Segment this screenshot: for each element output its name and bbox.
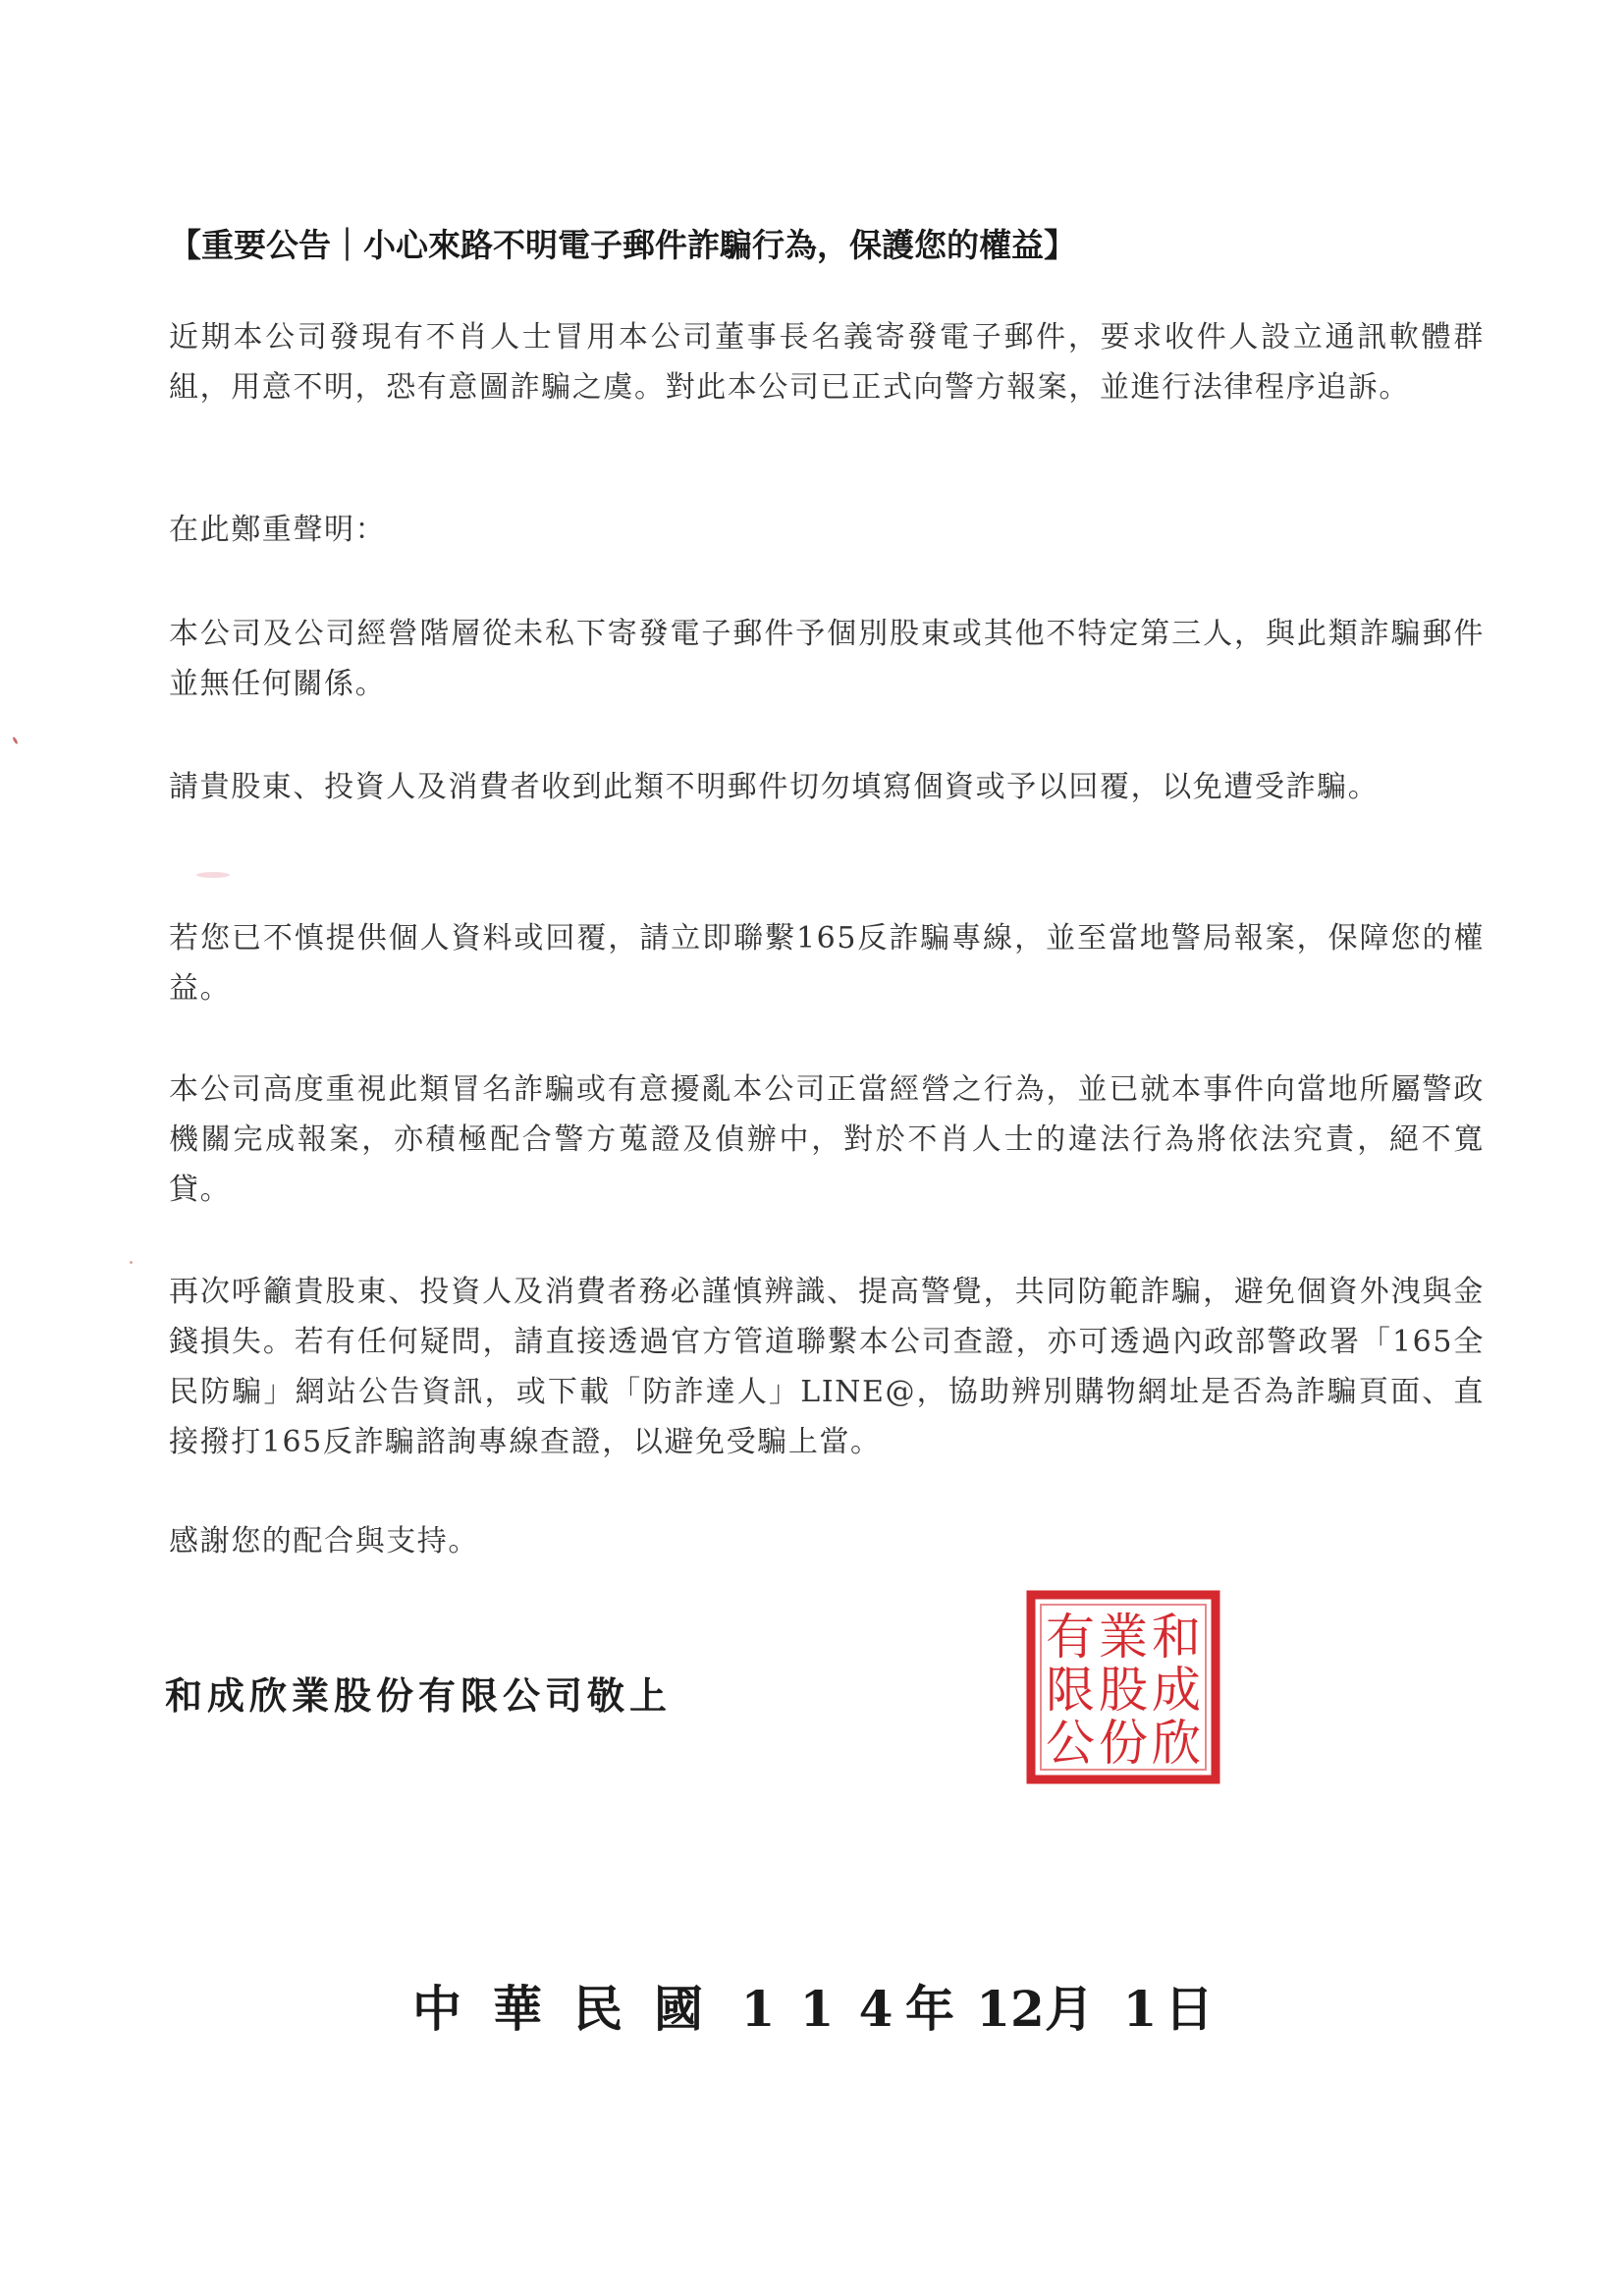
scan-speck	[12, 737, 19, 744]
seal-char-cheng: 成	[1152, 1662, 1201, 1719]
date-month: 12	[976, 1980, 1045, 2038]
seal-char-gongsi: 公	[1046, 1715, 1095, 1772]
issue-date	[412, 1978, 1223, 2041]
scan-speck	[130, 1261, 133, 1264]
date-char: 民	[573, 1980, 623, 2038]
date-char: 華	[493, 1980, 542, 2038]
paragraph-intro: 近期本公司發現有不肖人士冒用本公司董事長名義寄發電子郵件，要求收件人設立通訊軟體群組，用意不明，恐有意圖詐騙之虞。對此本公司已正式向警方報案，並進行法律程序追訴。	[169, 320, 1485, 405]
date-char: 國	[654, 1980, 703, 2038]
date-day: 1	[1122, 1980, 1158, 2038]
paragraph-legal-action: 本公司高度重視此類冒名詐騙或有意擾亂本公司正當經營之行為，並已就本事件向當地所屬警政機關完成報案，亦積極配合警方蒐證及偵辦中，對於不肖人士的違法行為將依法究責，絕不寬貸。	[169, 1072, 1485, 1207]
date-year-digit: 4	[858, 1980, 893, 2038]
date-char: 年	[905, 1980, 954, 2038]
seal-char-he: 和	[1152, 1609, 1201, 1666]
seal-characters	[1046, 1609, 1201, 1772]
announcement-title: 【重要公告｜小心來路不明電子郵件詐騙行為，保護您的權益】	[169, 226, 1076, 264]
date-char: 月	[1045, 1980, 1094, 2038]
seal-char-xin: 欣	[1152, 1715, 1201, 1772]
date-year-digit: 1	[740, 1980, 776, 2038]
date-year-digit: 1	[799, 1980, 835, 2038]
paragraph-contact-165: 若您已不慎提供個人資料或回覆，請立即聯繫165反詐騙專線，並至當地警局報案，保障您的權益。	[169, 921, 1485, 1006]
scan-speck	[196, 872, 230, 878]
date-char: 日	[1164, 1980, 1214, 2038]
paragraph-thanks: 感謝您的配合與支持。	[169, 1524, 479, 1558]
seal-char-ye: 業	[1099, 1609, 1148, 1666]
seal-char-you: 有	[1046, 1609, 1095, 1666]
date-char: 中	[412, 1980, 461, 2038]
company-signature: 和成欣業股份有限公司敬上	[165, 1674, 673, 1718]
paragraph-appeal: 再次呼籲貴股東、投資人及消費者務必謹慎辨識、提高警覺，共同防範詐騙，避免個資外洩與金錢損失。若有任何疑問，請直接透過官方管道聯繫本公司查證，亦可透過內政部警政署「165全民防騙」網站公告資訊，或下載「防詐達人」LINE@，協助辨別購物網址是否為詐騙頁面、直接撥打165反詐騙諮詢專線查證，以避免受騙上當。	[169, 1275, 1485, 1459]
paragraph-declaration-heading: 在此鄭重聲明：	[169, 513, 387, 547]
paragraph-do-not-reply: 請貴股東、投資人及消費者收到此類不明郵件切勿填寫個資或予以回覆，以免遭受詐騙。	[169, 770, 1380, 804]
seal-char-gu: 股	[1099, 1662, 1148, 1719]
seal-char-xian: 限	[1046, 1662, 1095, 1719]
paragraph-no-relation: 本公司及公司經營階層從未私下寄發電子郵件予個別股東或其他不特定第三人，與此類詐騙郵件並無任何關係。	[169, 617, 1485, 701]
company-seal	[1025, 1589, 1221, 1785]
seal-char-fen: 份	[1099, 1715, 1148, 1772]
